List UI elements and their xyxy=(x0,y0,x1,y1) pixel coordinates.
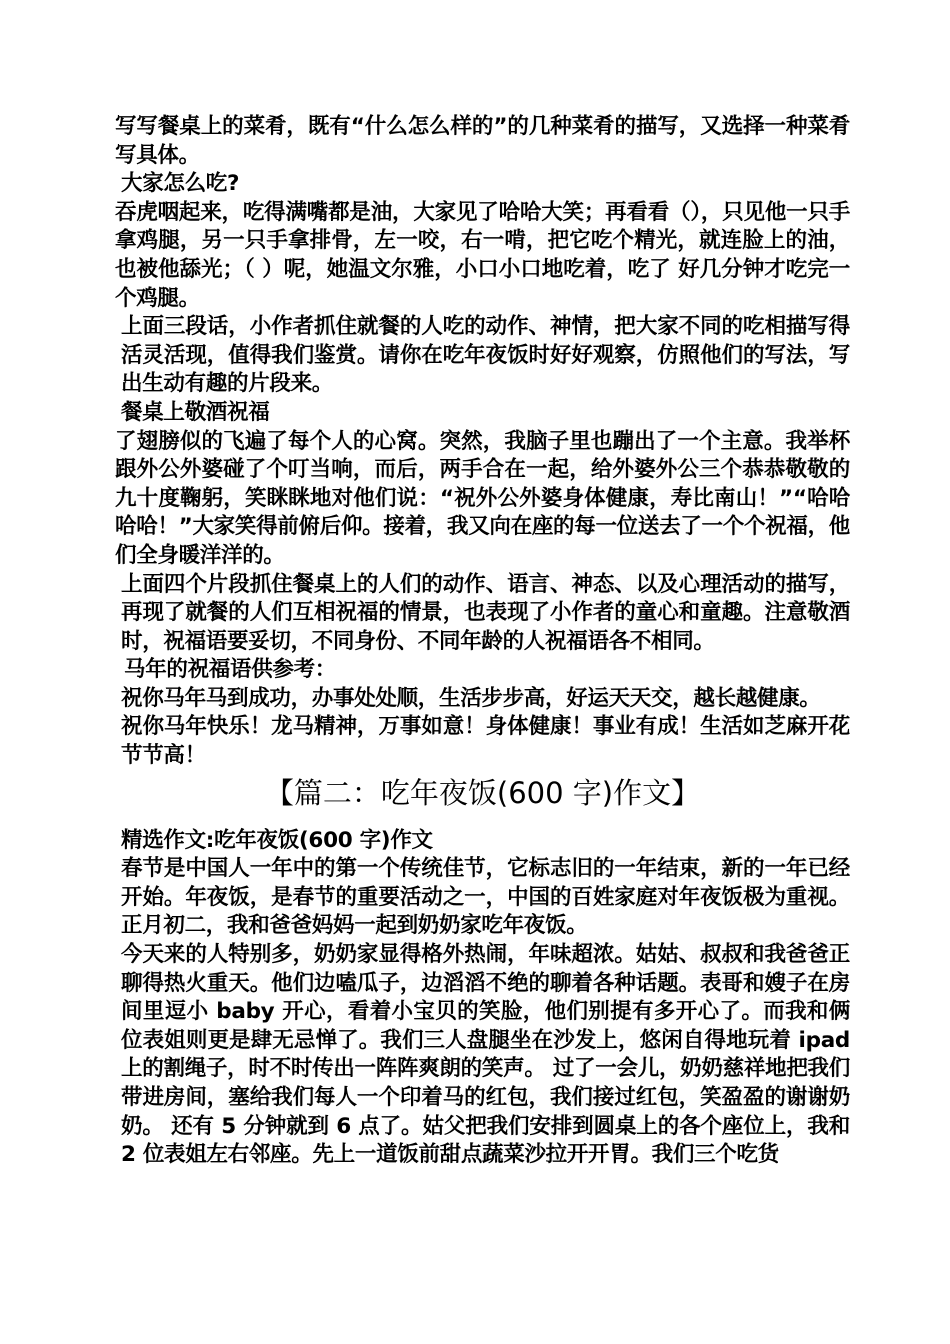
blessing-line-2: 祝你马年快乐！龙马精神，万事如意！身体健康！事业有成！生活如芝麻开花节节高！ xyxy=(121,714,850,769)
paragraph-dishes-description: 写写餐桌上的菜肴，既有“什么怎么样的”的几种菜肴的描写，又选择一种菜肴写具体。 xyxy=(115,114,850,168)
essay-title: 精选作文:吃年夜饭(600 字)作文 xyxy=(121,827,433,853)
subheading-toast-blessing: 餐桌上敬酒祝福 xyxy=(121,399,270,425)
paragraph-eating-scene: 吞虎咽起来，吃得满嘴都是油，大家见了哈哈大笑；再看看（），只见他一只手拿鸡腿，另一只手拿排骨，左一咬，右一啃，把它吃个精光，就连脸上的油，也被他舔光；（ ）呢，她温文尔雅，小口小口地吃着，吃了 好几分钟才吃完一个鸡腿。 xyxy=(115,199,850,311)
blessing-line-1: 祝你马年马到成功，办事处处顺，生活步步高，好运天天交，越长越健康。 xyxy=(121,685,821,711)
subheading-how-to-eat: 大家怎么吃? xyxy=(121,171,240,197)
essay-paragraph-2: 今天来的人特别多，奶奶家显得格外热闹，年味超浓。姑姑、叔叔和我爸爸正聊得热火重天。他们边嗑瓜子，边滔滔不绝的聊着各种话题。表哥和嫂子在房间里逗小 baby 开心，看着小宝贝的笑脸，他们别提有多开心了。而我和俩位表姐则更是肆无忌惮了。我们三人盘腿坐在沙发上，悠闲自得地玩着 ipad 上的割绳子，时不时传出一阵阵爽朗的笑声。 过了一会儿，奶奶慈祥地把我们带进房间，塞给我们每人一个印着马的红包，我们接过红包，笑盈盈的谢谢奶奶。 还有 5 分钟就到 6 点了。姑父把我们安排到圆桌上的各个座位上，我和 2 位表姐左右邻座。先上一道饭前甜点蔬菜沙拉开开胃。我们三个吃货 xyxy=(121,942,850,1168)
section-heading: 【篇二：吃年夜饭(600 字)作文】 xyxy=(264,775,701,810)
paragraph-toast-scene: 了翅膀似的飞遍了每个人的心窝。突然，我脑子里也蹦出了一个主意。我举杯跟外公外婆碰了个叮当响，而后，两手合在一起，给外婆外公三个恭恭敬敬的九十度鞠躬，笑眯眯地对他们说：“祝外公外婆身体健康，寿比南山！”“哈哈哈哈！”大家笑得前俯后仰。接着，我又向在座的每一位送去了一个个祝福，他们全身暖洋洋的。 xyxy=(115,428,850,568)
essay-paragraph-1: 春节是中国人一年中的第一个传统佳节，它标志旧的一年结束，新的一年已经开始。年夜饭，是春节的重要活动之一，中国的百姓家庭对年夜饭极为重视。正月初二，我和爸爸妈妈一起到奶奶家吃年夜饭。 xyxy=(121,856,850,939)
subheading-horse-year-blessings: 马年的祝福语供参考： xyxy=(124,657,337,683)
paragraph-toast-commentary: 上面四个片段抓住餐桌上的人们的动作、语言、神态、以及心理活动的描写，再现了就餐的人们互相祝福的情景，也表现了小作者的童心和童趣。注意敬酒时，祝福语要妥切，不同身份、不同年龄的人祝福语各不相同。 xyxy=(121,571,850,654)
document-page xyxy=(115,113,850,1170)
paragraph-eating-commentary: 上面三段话，小作者抓住就餐的人吃的动作、神情，把大家不同的吃相描写得活灵活现，值得我们鉴赏。请你在吃年夜饭时好好观察，仿照他们的写法，写出生动有趣的片段来。 xyxy=(121,314,850,397)
